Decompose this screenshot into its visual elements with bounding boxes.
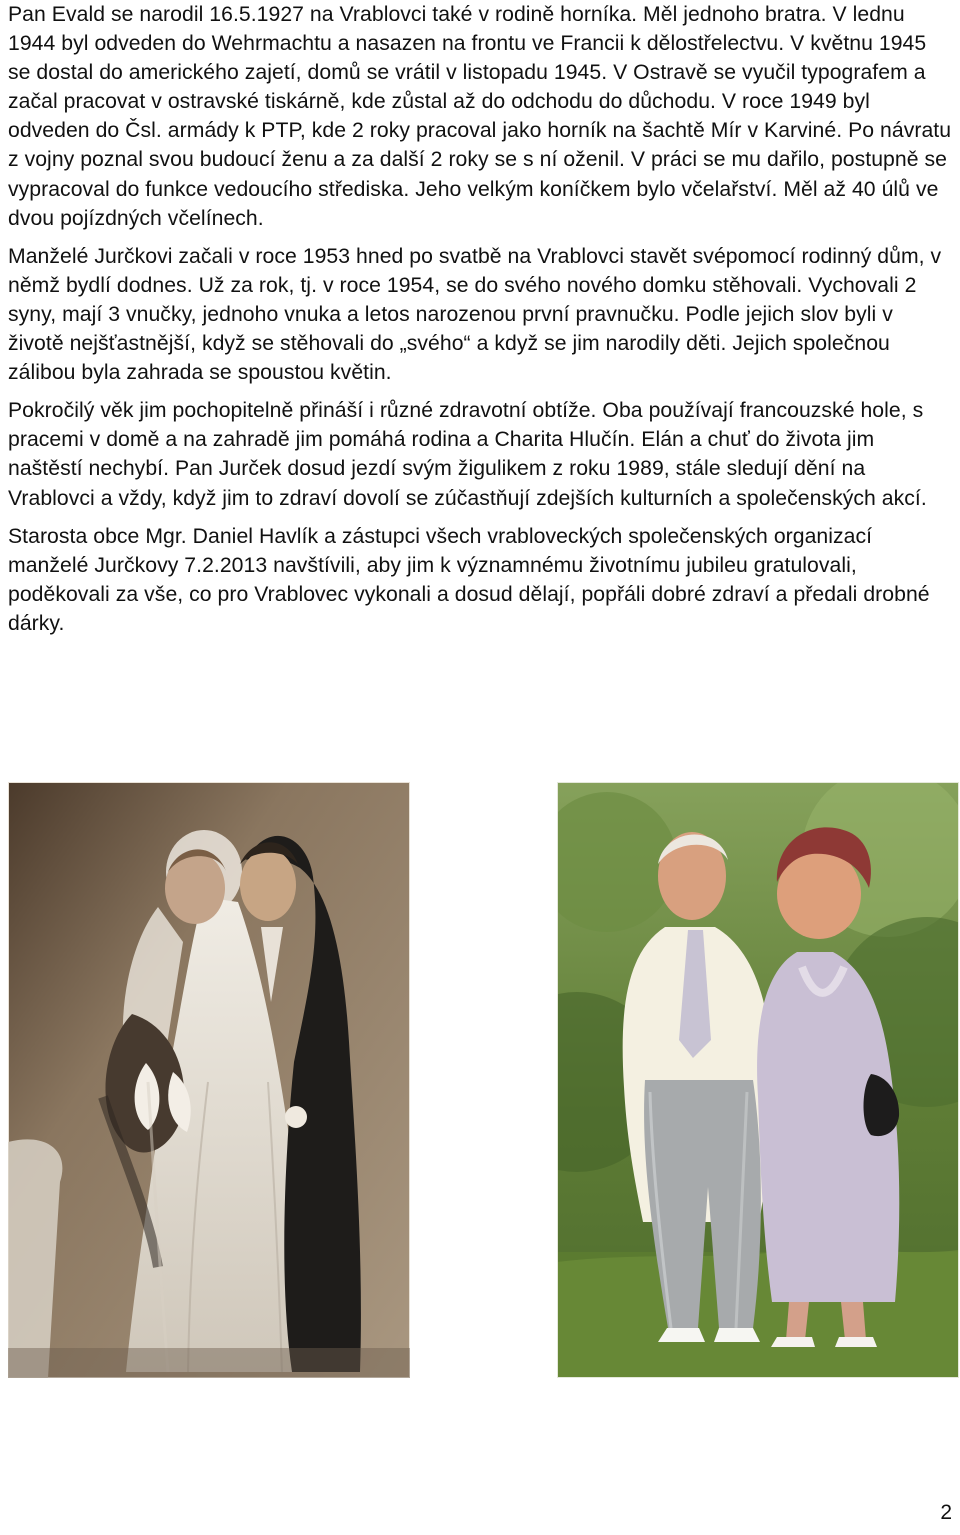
paragraph-biography: Pan Evald se narodil 16.5.1927 na Vrablovci také v rodině horníka. Měl jednoho bratra. V lednu 1944 byl odveden do Wehrmachtu a nasazen na frontu ve Francii k dělostřelectvu. V květnu 1945 se dostal do amerického zajetí, domů se vrátil v listopadu 1945. V Ostravě se vyučil typografem a začal pracovat v ostravské tiskárně, kde zůstal až do odchodu do důchodu. V roce 1949 byl odveden do Čsl. armády k PTP, kde 2 roky pracoval jako horník na šachtě Mír v Karviné. Po návratu z vojny poznal svou budoucí ženu a za další 2 roky se s ní oženil. V práci se mu dařilo, postupně se vypracoval do funkce vedoucího střediska. Jeho velkým koníčkem bylo včelařství. Měl až 40 úlů ve dvou pojízdných včelínech. bbox=[8, 3, 952, 230]
paragraph-family-house: Manželé Jurčkovi začali v roce 1953 hned po svatbě na Vrablovci stavět svépomocí rodinný dům, v němž bydlí dodnes. Už za rok, tj. v roce 1954, se do svého nového domku stěhovali. Vychovali 2 syny, mají 3 vnučky, jednoho vnuka a letos narozenou první pravnučku. Podle jejich slov byli v životě nejšťastnější, když se stěhovali do „svého“ a když se jim narodily děti. Jejich společnou zálibou byla zahrada se spoustou květin. bbox=[8, 244, 942, 385]
article-text bbox=[8, 0, 952, 647]
wedding-photo bbox=[8, 782, 410, 1378]
paragraph-health: Pokročilý věk jim pochopitelně přináší i různé zdravotní obtíže. Oba používají francouzské hole, s pracemi v domě a na zahradě jim pomáhá rodina a Charita Hlučín. Elán a chuť do života jim naštěstí nechybí. Pan Jurček dosud jezdí svým žigulikem z roku 1989, stále sledují dění na Vrablovci a vždy, když jim to zdraví dovolí se zúčastňují zdejších kulturních a společenských akcí. bbox=[8, 399, 927, 510]
couple-garden-photo bbox=[557, 782, 959, 1378]
page-number: 2 bbox=[940, 1501, 952, 1524]
paragraph-visit: Starosta obce Mgr. Daniel Havlík a zástupci všech vrabloveckých společenských organizací manželé Jurčkovy 7.2.2013 navštívili, aby jim k významnému životnímu jubileu gratulovali, poděkovali za vše, co pro Vrablovec vykonali a dosud dělají, popřáli dobré zdraví a předali drobné dárky. bbox=[8, 524, 930, 635]
